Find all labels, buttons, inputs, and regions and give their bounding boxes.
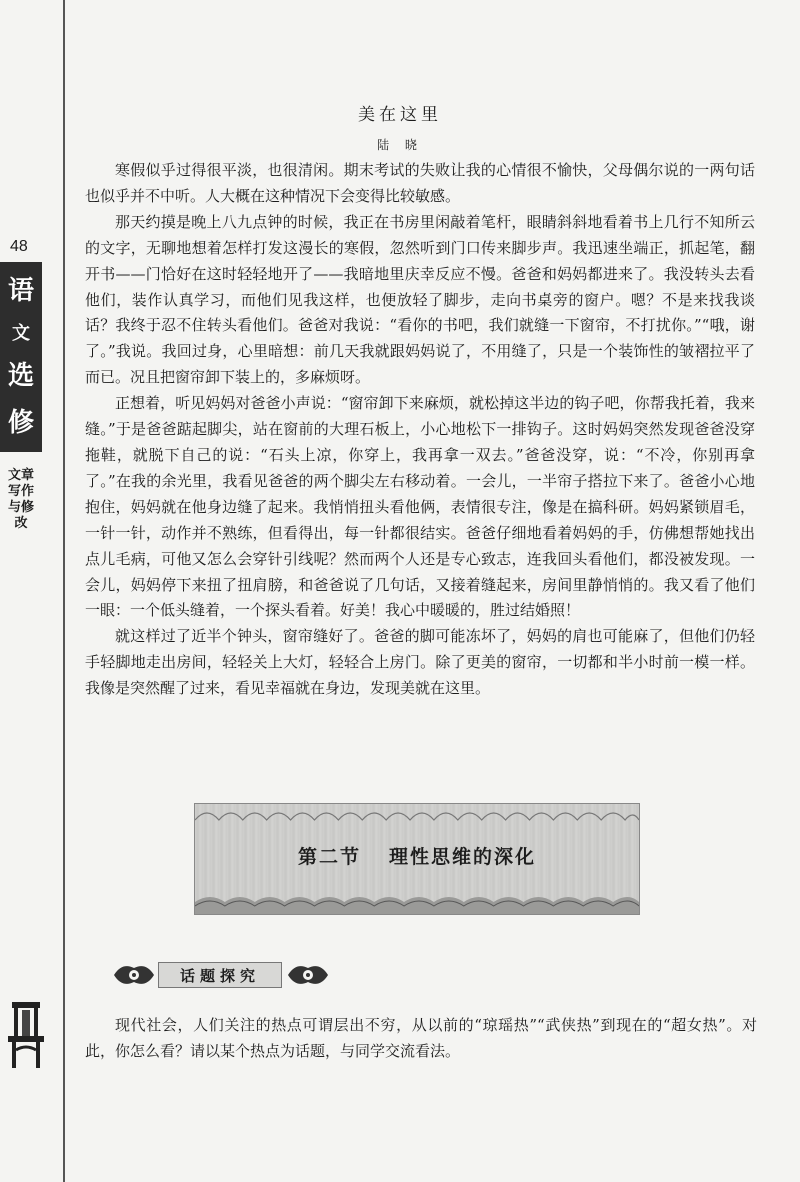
margin-rule	[63, 0, 65, 1182]
section-heading	[195, 842, 639, 869]
topic-header	[112, 958, 330, 992]
topic-paragraph: 现代社会，人们关注的热点可谓层出不穷，从以前的“琼瑶热”“武侠热”到现在的“超女热”。对此，你怎么看？请以某个热点为话题，与同学交流看法。	[85, 1016, 757, 1060]
section-title: 理性思维的深化	[389, 846, 537, 868]
paragraph: 寒假似乎过得很平淡，也很清闲。期末考试的失败让我的心情很不愉快，父母偶尔说的一两句话也似乎并不中听。人大概在这种情况下会变得比较敏感。	[85, 161, 755, 205]
page-number: 48	[10, 238, 28, 255]
side-tab-char: 文	[12, 322, 30, 344]
topic-label: 话题探究	[158, 962, 282, 988]
paragraph: 那天约摸是晚上八九点钟的时候，我正在书房里闲敲着笔杆，眼睛斜斜地看着书上几行不知所云的文字，无聊地想着怎样打发这漫长的寒假，忽然听到门口传来脚步声。我迅速坐端正，抓起笔，翻开书——门恰好在这时轻轻地开了——我暗地里庆幸反应不慢。爸爸和妈妈都进来了。我没转头去看他们，装作认真学习，而他们见我这样，也便放轻了脚步，走向书桌旁的窗户。嗯？不是来找我谈话？我终于忍不住转头看他们。爸爸对我说：“看你的书吧，我们就缝一下窗帘，不打扰你。”“哦，谢了。”我说。我回过身，心里暗想：前几天我就跟妈妈说了，不用缝了，只是一个装饰性的皱褶拉平了而已。况且把窗帘卸下装上的，多麻烦呀。	[85, 212, 755, 387]
article-title: 美在这里	[358, 105, 442, 125]
side-subtitle: 文章写作与修改	[8, 468, 35, 531]
topic-body	[85, 1012, 757, 1064]
side-tab-char: 修	[7, 407, 34, 438]
paragraph: 正想着，听见妈妈对爸爸小声说：“窗帘卸下来麻烦，就松掉这半边的钩子吧，你帮我托着，我来缝。”于是爸爸踮起脚尖，站在窗前的大理石板上，小心地松下一排钩子。这时妈妈突然发现爸爸没穿拖鞋，就脱下自己的说：“石头上凉，你穿上，我再拿一双去。”爸爸没穿，说：“不冷，你别再拿了。”在我的余光里，我看见爸爸的两个脚尖左右移动着。一会儿，一半帘子搭拉下来了。爸爸小心地抱住，妈妈就在他身边缝了起来。我悄悄扭头看他俩，表情很专注，像是在搞科研。妈妈紧锁眉毛，一针一针，动作并不熟练，但看得出，每一针都很结实。爸爸仔细地看着妈妈的手，仿佛想帮她找出点儿毛病，可他又怎么会穿针引线呢？然而两个人还是专心致志，连我回头看他们，都没被发现。一会儿，妈妈停下来扭了扭肩膀，和爸爸说了几句话，又接着缝起来，房间里静悄悄的。我又看了他们一眼：一个低头缝着，一个探头看着。好美！我心中暖暖的，胜过结婚照！	[85, 394, 755, 620]
side-tab-char: 选	[7, 361, 34, 392]
ornament-left-icon	[112, 960, 156, 990]
section-number: 第二节	[297, 846, 361, 868]
banner-top-ornament	[195, 804, 639, 822]
banner-bottom-ornament	[195, 892, 639, 914]
side-tab-char: 语	[7, 276, 34, 307]
article-body	[85, 158, 755, 702]
side-tab	[0, 262, 42, 452]
chair-icon	[6, 1000, 46, 1070]
ornament-right-icon	[286, 960, 330, 990]
section-banner	[194, 803, 640, 915]
article-author: 陆 晓	[377, 138, 423, 152]
paragraph: 就这样过了近半个钟头，窗帘缝好了。爸爸的脚可能冻坏了，妈妈的肩也可能麻了，但他们仍轻手轻脚地走出房间，轻轻关上大灯，轻轻合上房门。除了更美的窗帘，一切都和半小时前一模一样。我像是突然醒了过来，看见幸福就在身边，发现美就在这里。	[85, 627, 755, 698]
